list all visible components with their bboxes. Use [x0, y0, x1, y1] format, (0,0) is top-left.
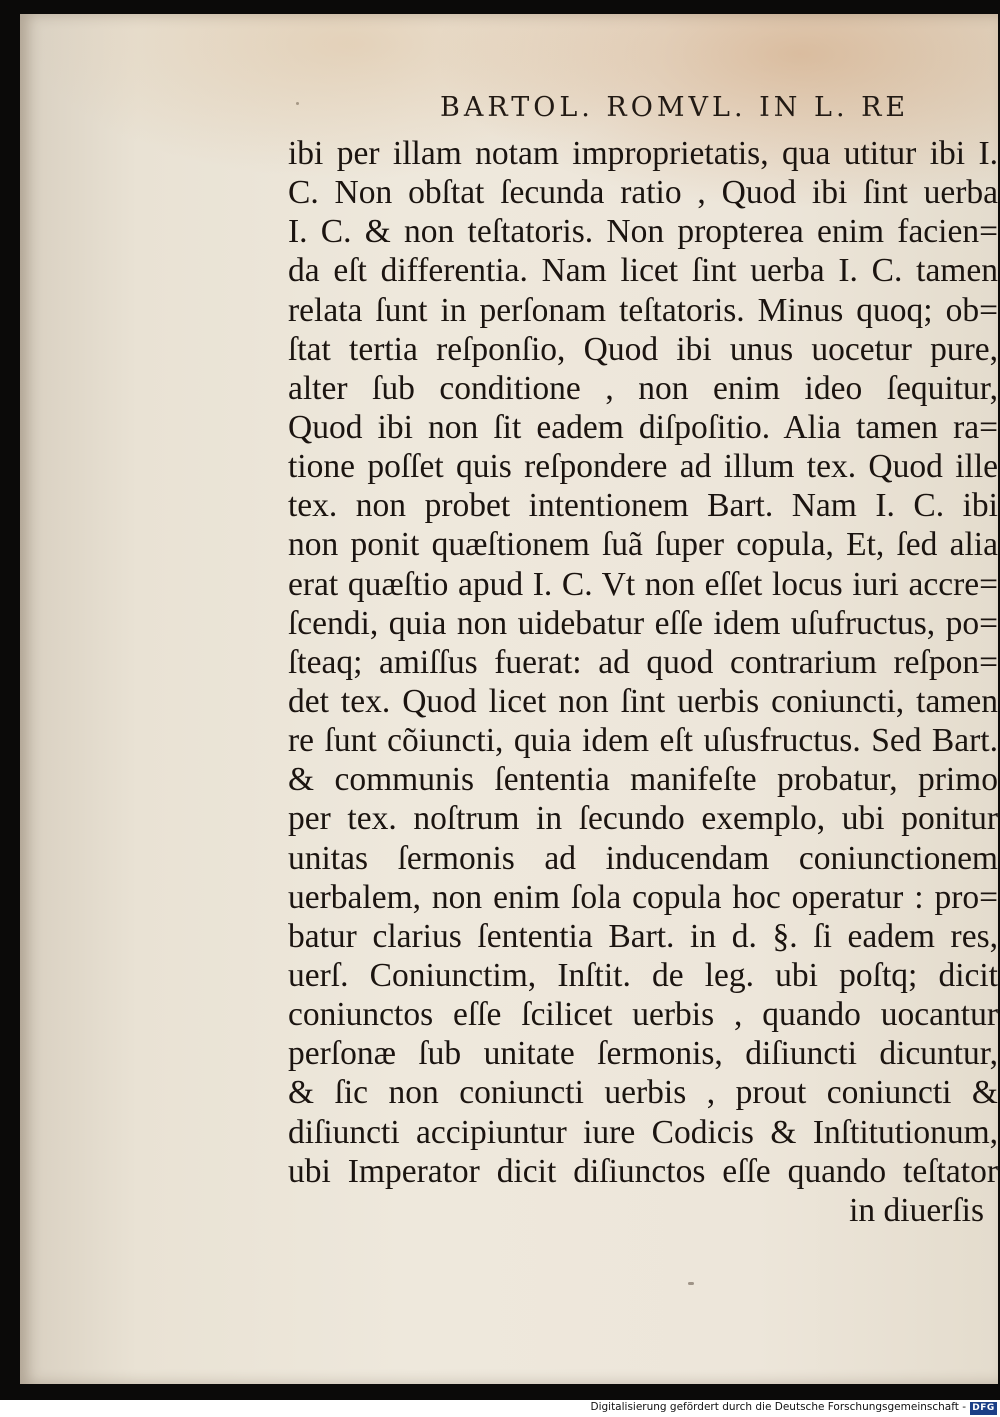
text-line: ſcendi, quia non uidebatur eſſe idem uſufructus, po= — [288, 604, 998, 642]
text-line: alter ſub conditione , non enim ideo ſequitur, — [288, 369, 998, 407]
text-line: tione poſſet quis reſpondere ad illum tex. Quod ille — [288, 448, 998, 486]
text-line: tex. non probet intentionem Bart. Nam I. C. ibi — [288, 487, 998, 525]
text-line: & communis ſententia manifeſte probatur, primo — [288, 761, 998, 799]
text-line: coniunctos eſſe ſcilicet uerbis , quando uocantur — [288, 996, 998, 1034]
text-line: da eſt differentia. Nam licet ſint uerba I. C. tamen — [288, 252, 998, 290]
text-line: C. Non obſtat ſecunda ratio , Quod ibi ſint uerba — [288, 174, 998, 212]
book-page — [20, 14, 998, 1384]
text-line: erat quæſtio apud I. C. Vt non eſſet locus iuri accre= — [288, 565, 998, 603]
text-line: Quod ibi non ſit eadem diſpoſitio. Alia tamen ra= — [288, 408, 998, 446]
text-line: non ponit quæſtionem ſuã ſuper copula, Et, ſed alia — [288, 526, 998, 564]
text-line: ſtat tertia reſponſio, Quod ibi unus uocetur pure, — [288, 330, 998, 368]
text-line: unitas ſermonis ad inducendam coniunctionem — [288, 839, 998, 877]
catchword: in diuerſis — [849, 1191, 984, 1229]
running-head: BARTOL. ROMVL. IN L. RE — [440, 92, 910, 123]
ink-speck — [688, 1282, 694, 1285]
text-line: ibi per illam notam improprietatis, qua utitur ibi I. — [288, 135, 998, 172]
text-line: per tex. noſtrum in ſecundo exemplo, ubi ponitur — [288, 800, 998, 838]
dfg-logo: DFG — [970, 1402, 997, 1415]
text-line: perſonæ ſub unitate ſermonis, diſiuncti dicuntur, — [288, 1035, 998, 1073]
text-line: diſiuncti accipiuntur iure Codicis & Inſtitutionum, — [288, 1113, 998, 1151]
body-text — [288, 134, 998, 1230]
text-line: re ſunt cõiuncti, quia idem eſt uſusfructus. Sed Bart. — [288, 722, 998, 760]
text-line: relata ſunt in perſonam teſtatoris. Minus quoq; ob= — [288, 291, 998, 329]
text-line: ubi Imperator dicit diſiunctos eſſe quando teſtator — [288, 1152, 998, 1190]
text-line: & ſic non coniuncti uerbis , prout coniuncti & — [288, 1074, 998, 1112]
text-line: uerbalem, non enim ſola copula hoc operatur : pro= — [288, 878, 998, 916]
digitization-credit: Digitalisierung gefördert durch die Deutsche Forschungsgemeinschaft - — [590, 1401, 966, 1413]
text-line: det tex. Quod licet non ſint uerbis coniuncti, tamen — [288, 682, 998, 720]
text-line: I. C. & non teſtatoris. Non propterea enim facien= — [288, 213, 998, 251]
text-line: uerſ. Coniunctim, Inſtit. de leg. ubi poſtq; dicit — [288, 956, 998, 994]
ink-speck — [296, 102, 299, 105]
text-line: ſteaq; amiſſus fuerat: ad quod contrarium reſpon= — [288, 643, 998, 681]
text-line: batur clarius ſententia Bart. in d. §. ſi eadem res, — [288, 917, 998, 955]
